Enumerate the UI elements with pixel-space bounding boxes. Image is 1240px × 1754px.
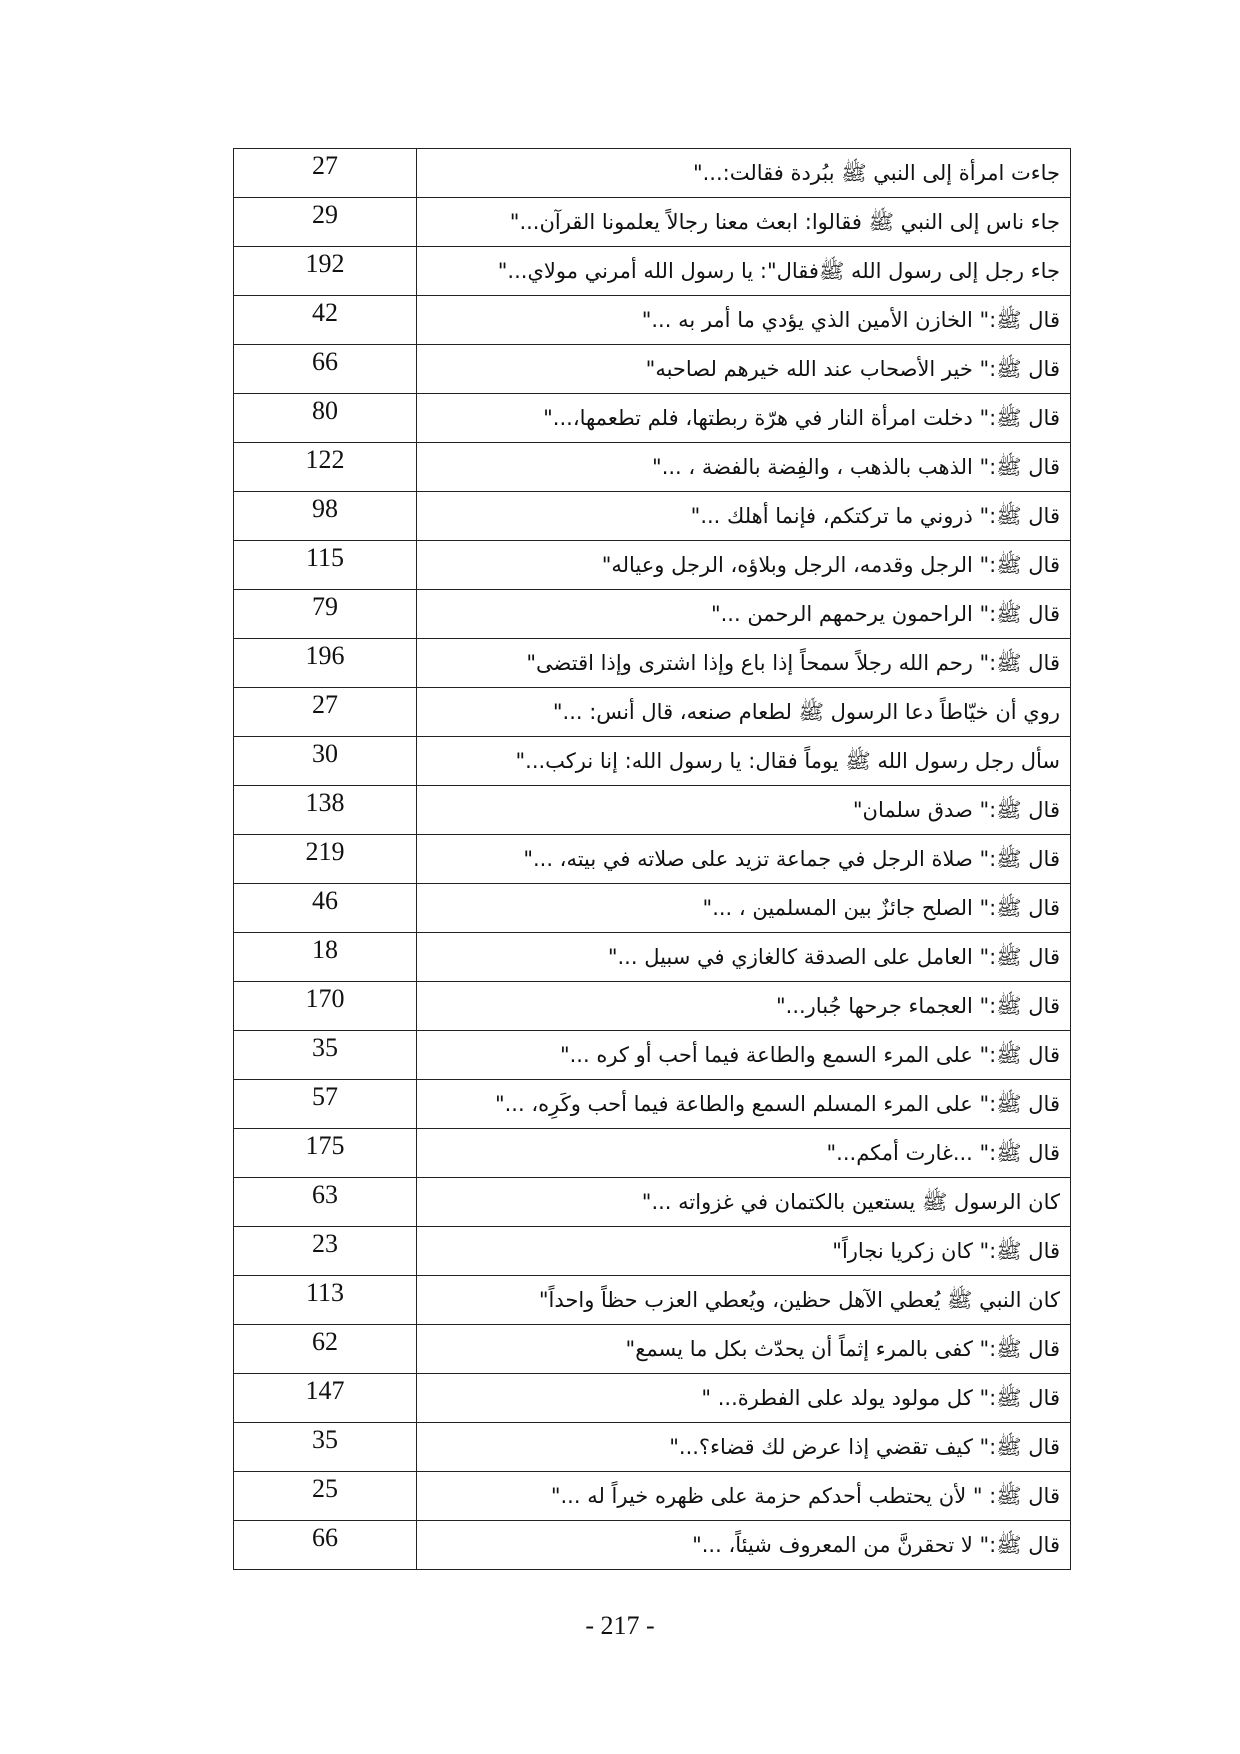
table-row	[234, 884, 1071, 933]
hadith-text-cell: قال ﷺ:" على المرء المسلم السمع والطاعة فيما أحب وكَرِه، ..."	[417, 1080, 1071, 1129]
table-row	[234, 296, 1071, 345]
hadith-text-cell: قال ﷺ:" الخازن الأمين الذي يؤدي ما أمر به ..."	[417, 296, 1071, 345]
page-reference-cell: 79	[234, 590, 417, 639]
hadith-text-cell: قال ﷺ:" صلاة الرجل في جماعة تزيد على صلاته في بيته، ..."	[417, 835, 1071, 884]
table-row	[234, 149, 1071, 198]
table-row	[234, 590, 1071, 639]
page-reference-cell: 147	[234, 1374, 417, 1423]
table-row	[234, 492, 1071, 541]
hadith-text-cell: جاءت امرأة إلى النبي ﷺ ببُردة فقالت:..."	[417, 149, 1071, 198]
page-reference-cell: 35	[234, 1423, 417, 1472]
page-reference-cell: 98	[234, 492, 417, 541]
hadith-text-cell: جاء ناس إلى النبي ﷺ فقالوا: ابعث معنا رجالاً يعلمونا القرآن..."	[417, 198, 1071, 247]
hadith-text-cell: قال ﷺ:" رحم الله رجلاً سمحاً إذا باع وإذا اشترى وإذا اقتضى"	[417, 639, 1071, 688]
table-row	[234, 443, 1071, 492]
hadith-text-cell: قال ﷺ:" خير الأصحاب عند الله خيرهم لصاحبه"	[417, 345, 1071, 394]
page-reference-cell: 30	[234, 737, 417, 786]
table-row	[234, 1227, 1071, 1276]
page-reference-cell: 66	[234, 345, 417, 394]
page-number: - 217 -	[585, 1611, 655, 1640]
hadith-text-cell: قال ﷺ:" صدق سلمان"	[417, 786, 1071, 835]
table-row	[234, 198, 1071, 247]
hadith-text-cell: قال ﷺ:" العجماء جرحها جُبار..."	[417, 982, 1071, 1031]
page-reference-cell: 170	[234, 982, 417, 1031]
table-row	[234, 1423, 1071, 1472]
hadith-text-cell: كان النبي ﷺ يُعطي الآهل حظين، ويُعطي العزب حظاً واحداً"	[417, 1276, 1071, 1325]
hadith-text-cell: قال ﷺ:" لا تحقرنَّ من المعروف شيئاً، ..."	[417, 1521, 1071, 1570]
hadith-text-cell: قال ﷺ:" كفى بالمرء إثماً أن يحدّث بكل ما يسمع"	[417, 1325, 1071, 1374]
page-reference-cell: 175	[234, 1129, 417, 1178]
hadith-text-cell: قال ﷺ:" كيف تقضي إذا عرض لك قضاء؟..."	[417, 1423, 1071, 1472]
hadith-text-cell: قال ﷺ:" ذروني ما تركتكم، فإنما أهلك ..."	[417, 492, 1071, 541]
table-row	[234, 247, 1071, 296]
table-row	[234, 933, 1071, 982]
page-reference-cell: 138	[234, 786, 417, 835]
hadith-text-cell: جاء رجل إلى رسول الله ﷺفقال": يا رسول الله أمرني مولاي..."	[417, 247, 1071, 296]
table-row	[234, 541, 1071, 590]
table-row	[234, 1129, 1071, 1178]
hadith-index-table	[233, 148, 1071, 1570]
page-reference-cell: 63	[234, 1178, 417, 1227]
table-row	[234, 835, 1071, 884]
hadith-text-cell: قال ﷺ:" كان زكريا نجاراً"	[417, 1227, 1071, 1276]
page-reference-cell: 27	[234, 149, 417, 198]
page-reference-cell: 122	[234, 443, 417, 492]
hadith-text-cell: قال ﷺ:" دخلت امرأة النار في هرّة ربطتها، فلم تطعمها،..."	[417, 394, 1071, 443]
table-row	[234, 1374, 1071, 1423]
hadith-text-cell: روي أن خيّاطاً دعا الرسول ﷺ لطعام صنعه، قال أنس: ..."	[417, 688, 1071, 737]
table-row	[234, 1325, 1071, 1374]
page-reference-cell: 113	[234, 1276, 417, 1325]
hadith-text-cell: قال ﷺ:" الراحمون يرحمهم الرحمن ..."	[417, 590, 1071, 639]
page-reference-cell: 42	[234, 296, 417, 345]
page-reference-cell: 46	[234, 884, 417, 933]
page-reference-cell: 196	[234, 639, 417, 688]
table-row	[234, 345, 1071, 394]
page-reference-cell: 29	[234, 198, 417, 247]
page-reference-cell: 27	[234, 688, 417, 737]
table-row	[234, 639, 1071, 688]
hadith-text-cell: قال ﷺ:" كل مولود يولد على الفطرة... "	[417, 1374, 1071, 1423]
table-row	[234, 982, 1071, 1031]
hadith-index-body	[234, 149, 1071, 1570]
table-row	[234, 786, 1071, 835]
table-row	[234, 1031, 1071, 1080]
page-reference-cell: 192	[234, 247, 417, 296]
table-row	[234, 394, 1071, 443]
page-reference-cell: 66	[234, 1521, 417, 1570]
table-row	[234, 1521, 1071, 1570]
page-reference-cell: 80	[234, 394, 417, 443]
table-row	[234, 1080, 1071, 1129]
page-reference-cell: 57	[234, 1080, 417, 1129]
hadith-text-cell: كان الرسول ﷺ يستعين بالكتمان في غزواته ..."	[417, 1178, 1071, 1227]
page-reference-cell: 219	[234, 835, 417, 884]
table-row	[234, 1178, 1071, 1227]
table-row	[234, 1472, 1071, 1521]
hadith-text-cell: سأل رجل رسول الله ﷺ يوماً فقال: يا رسول الله: إنا نركب..."	[417, 737, 1071, 786]
table-row	[234, 688, 1071, 737]
page-reference-cell: 35	[234, 1031, 417, 1080]
hadith-text-cell: قال ﷺ: " لأن يحتطب أحدكم حزمة على ظهره خيراً له ..."	[417, 1472, 1071, 1521]
hadith-text-cell: قال ﷺ:" العامل على الصدقة كالغازي في سبيل ..."	[417, 933, 1071, 982]
hadith-text-cell: قال ﷺ:" الصلح جائزٌ بين المسلمين ، ..."	[417, 884, 1071, 933]
hadith-text-cell: قال ﷺ:" الذهب بالذهب ، والفِضة بالفضة ، ..."	[417, 443, 1071, 492]
page-reference-cell: 25	[234, 1472, 417, 1521]
hadith-text-cell: قال ﷺ:" الرجل وقدمه، الرجل وبلاؤه، الرجل وعياله"	[417, 541, 1071, 590]
hadith-text-cell: قال ﷺ:" ...غارت أمكم..."	[417, 1129, 1071, 1178]
page-reference-cell: 23	[234, 1227, 417, 1276]
table-row	[234, 737, 1071, 786]
hadith-text-cell: قال ﷺ:" على المرء السمع والطاعة فيما أحب أو كره ..."	[417, 1031, 1071, 1080]
page-reference-cell: 115	[234, 541, 417, 590]
table-row	[234, 1276, 1071, 1325]
page-reference-cell: 62	[234, 1325, 417, 1374]
page-reference-cell: 18	[234, 933, 417, 982]
